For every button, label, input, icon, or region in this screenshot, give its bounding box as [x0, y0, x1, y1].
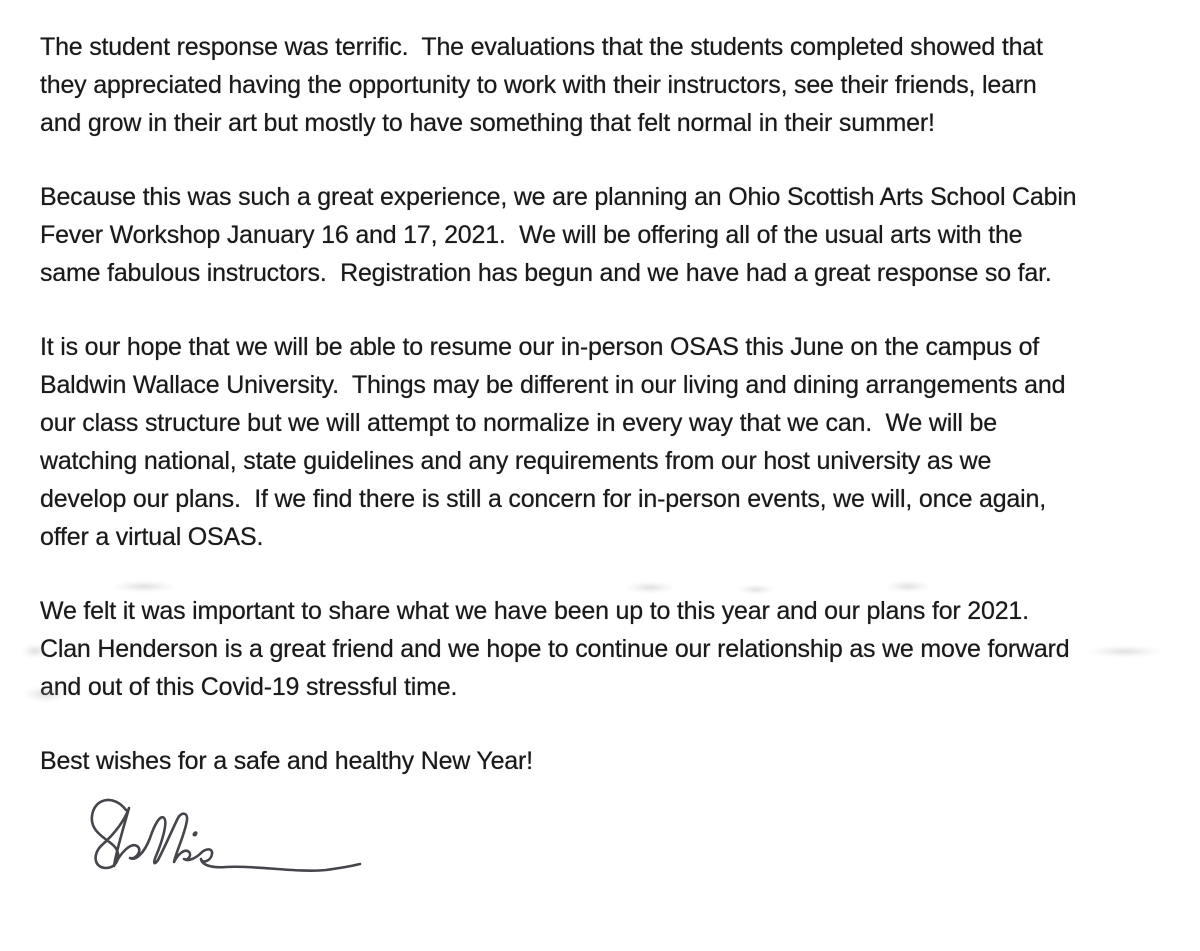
- scan-artifact-smudge: [113, 581, 175, 592]
- letter-line: Fever Workshop January 16 and 17, 2021. We will be offering all of the usual arts with the: [40, 221, 1023, 249]
- signature-svg: [68, 790, 378, 895]
- letter-line: It is our hope that we will be able to resume our in-person OSAS this June on the campus of: [40, 333, 1040, 361]
- letter-line: they appreciated having the opportunity to work with their instructors, see their friends, learn: [40, 71, 1037, 99]
- closing-line: Best wishes for a safe and healthy New Year!: [40, 747, 533, 775]
- letter-line: and out of this Covid-19 stressful time.: [40, 673, 458, 701]
- letter-line: Clan Henderson is a great friend and we hope to continue our relationship as we move forward: [40, 635, 1070, 663]
- letter-line: Baldwin Wallace University. Things may be different in our living and dining arrangements and: [40, 371, 1066, 399]
- letter-line: Because this was such a great experience, we are planning an Ohio Scottish Arts School Cabin: [40, 183, 1077, 211]
- letter-paragraph-2: [40, 178, 1170, 292]
- letter-line: and grow in their art but mostly to have something that felt normal in their summer!: [40, 109, 935, 137]
- letter-line: offer a virtual OSAS.: [40, 523, 264, 551]
- signature-stroke: [92, 800, 360, 871]
- scan-artifact-smudge: [886, 581, 930, 592]
- letter-line: develop our plans. If we find there is still a concern for in-person events, we will, once again,: [40, 485, 1046, 513]
- letter-line: The student response was terrific. The evaluations that the students completed showed that: [40, 33, 1043, 61]
- letter-closing: [40, 742, 1170, 780]
- letter-paragraph-3: [40, 328, 1170, 556]
- letter-line: We felt it was important to share what we have been up to this year and our plans for 2021.: [40, 597, 1029, 625]
- letter-paragraph-1: [40, 28, 1170, 142]
- letter-line: our class structure but we will attempt to normalize in every way that we can. We will be: [40, 409, 997, 437]
- letter-line: watching national, state guidelines and any requirements from our host university as we: [40, 447, 992, 475]
- signature-i-dot: [194, 833, 197, 836]
- letter-paragraph-4: [40, 592, 1170, 706]
- letter-line: same fabulous instructors. Registration has begun and we have had a great response so far.: [40, 259, 1052, 287]
- handwritten-signature: [68, 790, 378, 895]
